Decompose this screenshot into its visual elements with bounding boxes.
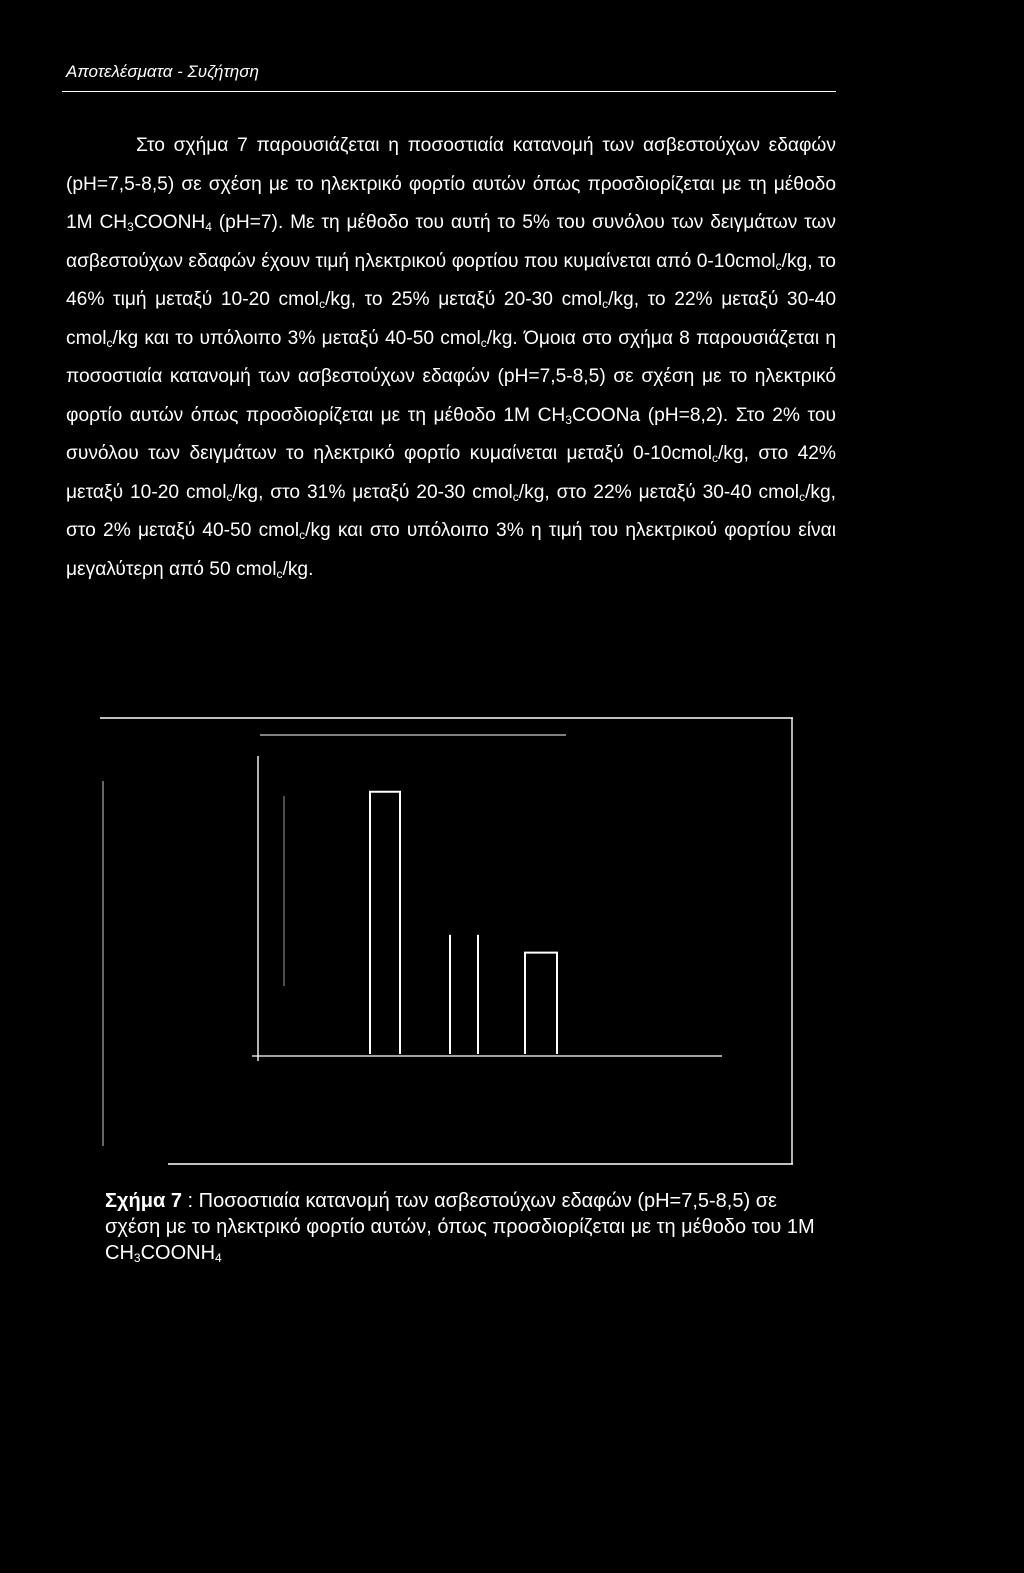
- text-run: COONH: [133, 212, 206, 233]
- subscript: c: [226, 489, 233, 504]
- bar-4: [525, 953, 557, 1054]
- subscript: c: [276, 566, 283, 581]
- caption-text: [105, 1190, 815, 1264]
- text-run: /kg, το 46% τιμή μεταξύ 10-20 cmol: [66, 250, 836, 310]
- subscript: c: [512, 489, 519, 504]
- subscript: c: [106, 335, 113, 350]
- subscript: 4: [205, 220, 212, 234]
- text-run: /kg, στο 22% μεταξύ 30-40 cmol: [518, 481, 800, 503]
- running-header: Αποτελέσματα - Συζήτηση: [66, 62, 259, 81]
- text-run: /kg και στο υπόλοιπο 3% η τιμή του ηλεκτρικού φορτίου είναι μεγαλύτερη από 50 cmol: [66, 520, 836, 580]
- subscript: c: [299, 528, 306, 542]
- text-run: Ποσοστιαία κατανομή των ασβεστούχων εδαφών (pH=7,5-8,5) σε σχέση με το ηλεκτρικό φορτίο αυτών, όπως προσδιορίζεται με τη μέθοδο του 1M CH: [105, 1190, 815, 1264]
- subscript: c: [711, 451, 718, 465]
- text-run: COONH: [140, 1242, 216, 1264]
- subscript: c: [775, 258, 782, 273]
- bar-1: [370, 792, 400, 1054]
- header-rule: [62, 91, 836, 92]
- body-paragraph: [66, 127, 836, 589]
- subscript: 4: [215, 1251, 222, 1265]
- subscript: c: [480, 335, 487, 350]
- figure-7-chart: [100, 716, 793, 1166]
- subscript: c: [319, 297, 326, 311]
- text-run: Στο σχήμα 7 παρουσιάζεται η ποσοστιαία κατανομή των ασβεστούχων εδαφών (pH=7,5-8,5) σε σχέση με το ηλεκτρικό φορτίο αυτών όπως προσδιορίζεται με τη μέθοδο 1M CH: [66, 135, 836, 233]
- figure-7: [100, 716, 793, 1166]
- text-run: /kg, στο 42% μεταξύ 10-20 cmol: [66, 443, 836, 503]
- subscript: 3: [127, 220, 134, 234]
- text-run: (pH=7). Με τη μέθοδο του αυτή το 5% του συνόλου των δειγμάτων των ασβεστούχων εδαφών έχουν τιμή ηλεκτρικού φορτίου που κυμαίνεται από 0-10cmol: [66, 212, 836, 272]
- text-run: /kg.: [282, 558, 314, 580]
- text-run: /kg, το 25% μεταξύ 20-30 cmol: [325, 289, 603, 310]
- text-run: /kg και το υπόλοιπο 3% μεταξύ 40-50 cmol: [112, 327, 481, 349]
- figure-caption: [105, 1188, 825, 1266]
- caption-label: Σχήμα 7: [105, 1190, 182, 1212]
- subscript: c: [799, 489, 806, 504]
- text-run: /kg, στο 2% μεταξύ 40-50 cmol: [66, 481, 836, 541]
- subscript: 3: [565, 412, 572, 427]
- subscript: 3: [133, 1251, 141, 1265]
- subscript: c: [602, 297, 609, 311]
- text-run: /kg. Όμοια στο σχήμα 8 παρουσιάζεται η ποσοστιαία κατανομή των ασβεστούχων εδαφών (pH=7,5-8,5) σε σχέση με το ηλεκτρικό φορτίο αυτών όπως προσδιορίζεται με τη μέθοδο 1M CH: [66, 327, 836, 426]
- text-run: COONa (pH=8,2). Στο 2% του συνόλου των δειγμάτων το ηλεκτρικό φορτίο κυμαίνεται μεταξύ 0-10cmol: [66, 404, 836, 464]
- caption-separator: :: [181, 1190, 199, 1212]
- text-run: /kg, το 22% μεταξύ 30-40 cmol: [66, 289, 836, 349]
- text-run: /kg, στο 31% μεταξύ 20-30 cmol: [232, 481, 513, 503]
